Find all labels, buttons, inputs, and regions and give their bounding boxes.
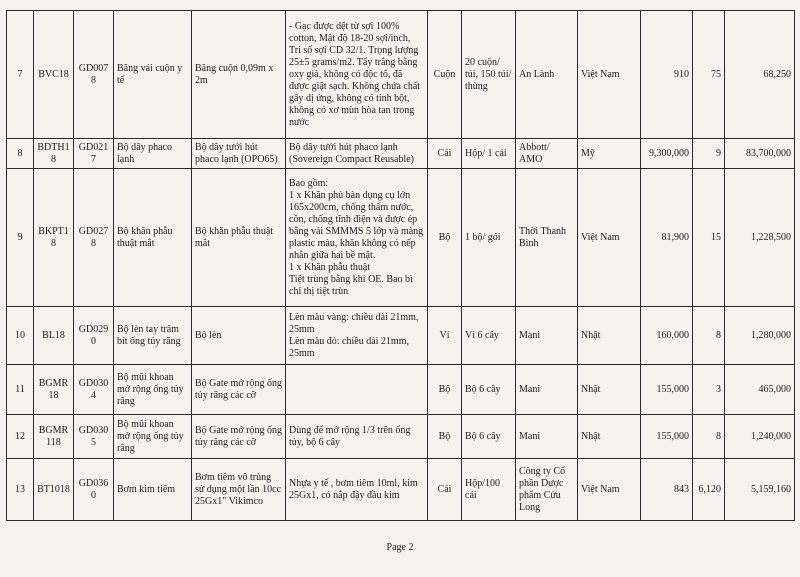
unit-price: 155,000 — [641, 415, 693, 459]
table-row — [7, 365, 795, 415]
item-name: Bơm kim tiêm — [114, 459, 192, 521]
unit: Vỉ — [428, 307, 462, 365]
supply-table — [6, 10, 795, 521]
table-row — [7, 415, 795, 459]
item-name: Bộ dây phaco lạnh — [114, 139, 192, 169]
unit: Bộ — [428, 415, 462, 459]
total-amount: 1,280,000 — [725, 307, 795, 365]
quantity: 75 — [693, 11, 725, 139]
gd-code: GD0360 — [74, 459, 114, 521]
unit-price: 81,900 — [641, 169, 693, 307]
unit: Cái — [428, 139, 462, 169]
unit-price: 155,000 — [641, 365, 693, 415]
country: Nhật — [578, 365, 641, 415]
country: Nhật — [578, 307, 641, 365]
item-code: BVC18 — [34, 11, 74, 139]
item-code: BDTH18 — [34, 139, 74, 169]
item-spec: Bộ lèn — [192, 307, 286, 365]
packaging: 20 cuộn/ túi, 150 túi/ thùng — [462, 11, 516, 139]
item-code: BGMR18 — [34, 365, 74, 415]
item-description: Nhựa y tế , bơm tiêm 10ml, kim 25Gx1, có nắp đậy đầu kim — [286, 459, 428, 521]
country: Việt Nam — [578, 11, 641, 139]
item-code: BGMR118 — [34, 415, 74, 459]
manufacturer: Mani — [516, 365, 578, 415]
unit: Cuộn — [428, 11, 462, 139]
gd-code: GD0217 — [74, 139, 114, 169]
item-description: Bộ dây tưới hút phaco lạnh (Sovereign Compact Reusable) — [286, 139, 428, 169]
item-description — [286, 365, 428, 415]
gd-code: GD0278 — [74, 169, 114, 307]
row-number: 13 — [7, 459, 34, 521]
total-amount: 465,000 — [725, 365, 795, 415]
total-amount: 1,228,500 — [725, 169, 795, 307]
total-amount: 83,700,000 — [725, 139, 795, 169]
item-spec: Bộ Gate mở rộng ống tủy răng các cỡ — [192, 415, 286, 459]
item-description: Bao gồm: 1 x Khăn phủ bàn dụng cụ lớn 165x200cm, chống thấm nước, cồn, chống tĩnh điện và được ép bằng vải SMMMS 5 lớp và màng plastic màu, khăn không có nếp nhăn giữa hai bề mặt. 1 x Khăn phẫu thuật Tiệt trùng bằng khí OE. Bao bì chỉ thị tiệt trùn — [286, 169, 428, 307]
manufacturer: Mani — [516, 307, 578, 365]
quantity: 8 — [693, 415, 725, 459]
unit-price: 910 — [641, 11, 693, 139]
item-description: Lèn màu vàng: chiều dài 21mm, 25mm Lèn màu đỏ: chiều dài 21mm, 25mm — [286, 307, 428, 365]
manufacturer: Mani — [516, 415, 578, 459]
country: Nhật — [578, 415, 641, 459]
gd-code: GD0078 — [74, 11, 114, 139]
manufacturer: An Lành — [516, 11, 578, 139]
item-code: BT1018 — [34, 459, 74, 521]
country: Mỹ — [578, 139, 641, 169]
item-description: - Gạc được dệt từ sợi 100% cotton, Mật độ 18-20 sợi/inch, Tri số sợi CD 32/1. Trọng lượng 25±5 grams/m2. Tẩy trắng bằng oxy già, không có độc tố, đã được giặt sạch. Không chứa chất gây dị ứng, không có tinh bột, không có xơ mùn hòa tan trong nước — [286, 11, 428, 139]
table-row — [7, 11, 795, 139]
quantity: 8 — [693, 307, 725, 365]
manufacturer: Thời Thanh Bình — [516, 169, 578, 307]
item-spec: Băng cuộn 0,09m x 2m — [192, 11, 286, 139]
page-number: Page 2 — [386, 542, 414, 553]
row-number: 9 — [7, 169, 34, 307]
item-name: Bộ lèn tay trâm bít ống tủy răng — [114, 307, 192, 365]
total-amount: 68,250 — [725, 11, 795, 139]
manufacturer: Abbott/ AMO — [516, 139, 578, 169]
item-name: Bộ mũi khoan mở rộng ống tủy răng — [114, 365, 192, 415]
table-row — [7, 459, 795, 521]
country: Việt Nam — [578, 169, 641, 307]
quantity: 15 — [693, 169, 725, 307]
unit-price: 9,300,000 — [641, 139, 693, 169]
gd-code: GD0305 — [74, 415, 114, 459]
packaging: Hộp/100 cái — [462, 459, 516, 521]
item-spec: Bộ dây tưới hút phaco lạnh (OPO65) — [192, 139, 286, 169]
unit-price: 843 — [641, 459, 693, 521]
packaging: 1 bộ/ gói — [462, 169, 516, 307]
unit: Bộ — [428, 365, 462, 415]
packaging: Vỉ 6 cây — [462, 307, 516, 365]
item-spec: Bơm tiêm vô trùng sử dụng một lần 10cc 25Gx1" Vikimco — [192, 459, 286, 521]
item-spec: Bộ khăn phẫu thuật mắt — [192, 169, 286, 307]
packaging: Bộ 6 cây — [462, 365, 516, 415]
row-number: 11 — [7, 365, 34, 415]
quantity: 3 — [693, 365, 725, 415]
item-description: Dùng để mở rộng 1/3 trên ống tủy, bộ 6 cây — [286, 415, 428, 459]
total-amount: 1,240,000 — [725, 415, 795, 459]
row-number: 8 — [7, 139, 34, 169]
manufacturer: Công ty Cổ phần Dược phẩm Cửu Long — [516, 459, 578, 521]
item-name: Băng vải cuộn y tế — [114, 11, 192, 139]
gd-code: GD0304 — [74, 365, 114, 415]
country: Việt Nam — [578, 459, 641, 521]
item-code: BL18 — [34, 307, 74, 365]
item-name: Bộ mũi khoan mở rộng ống tủy răng — [114, 415, 192, 459]
row-number: 12 — [7, 415, 34, 459]
unit-price: 160,000 — [641, 307, 693, 365]
item-code: BKPT18 — [34, 169, 74, 307]
packaging: Hộp/ 1 cái — [462, 139, 516, 169]
unit: Bộ — [428, 169, 462, 307]
row-number: 7 — [7, 11, 34, 139]
table-row — [7, 307, 795, 365]
unit: Cái — [428, 459, 462, 521]
quantity: 6,120 — [693, 459, 725, 521]
item-name: Bộ khăn phẫu thuật mắt — [114, 169, 192, 307]
gd-code: GD0290 — [74, 307, 114, 365]
quantity: 9 — [693, 139, 725, 169]
item-spec: Bộ Gate mở rộng ống tủy răng các cỡ — [192, 365, 286, 415]
table-row — [7, 169, 795, 307]
total-amount: 5,159,160 — [725, 459, 795, 521]
row-number: 10 — [7, 307, 34, 365]
packaging: Bộ 6 cây — [462, 415, 516, 459]
table-row — [7, 139, 795, 169]
